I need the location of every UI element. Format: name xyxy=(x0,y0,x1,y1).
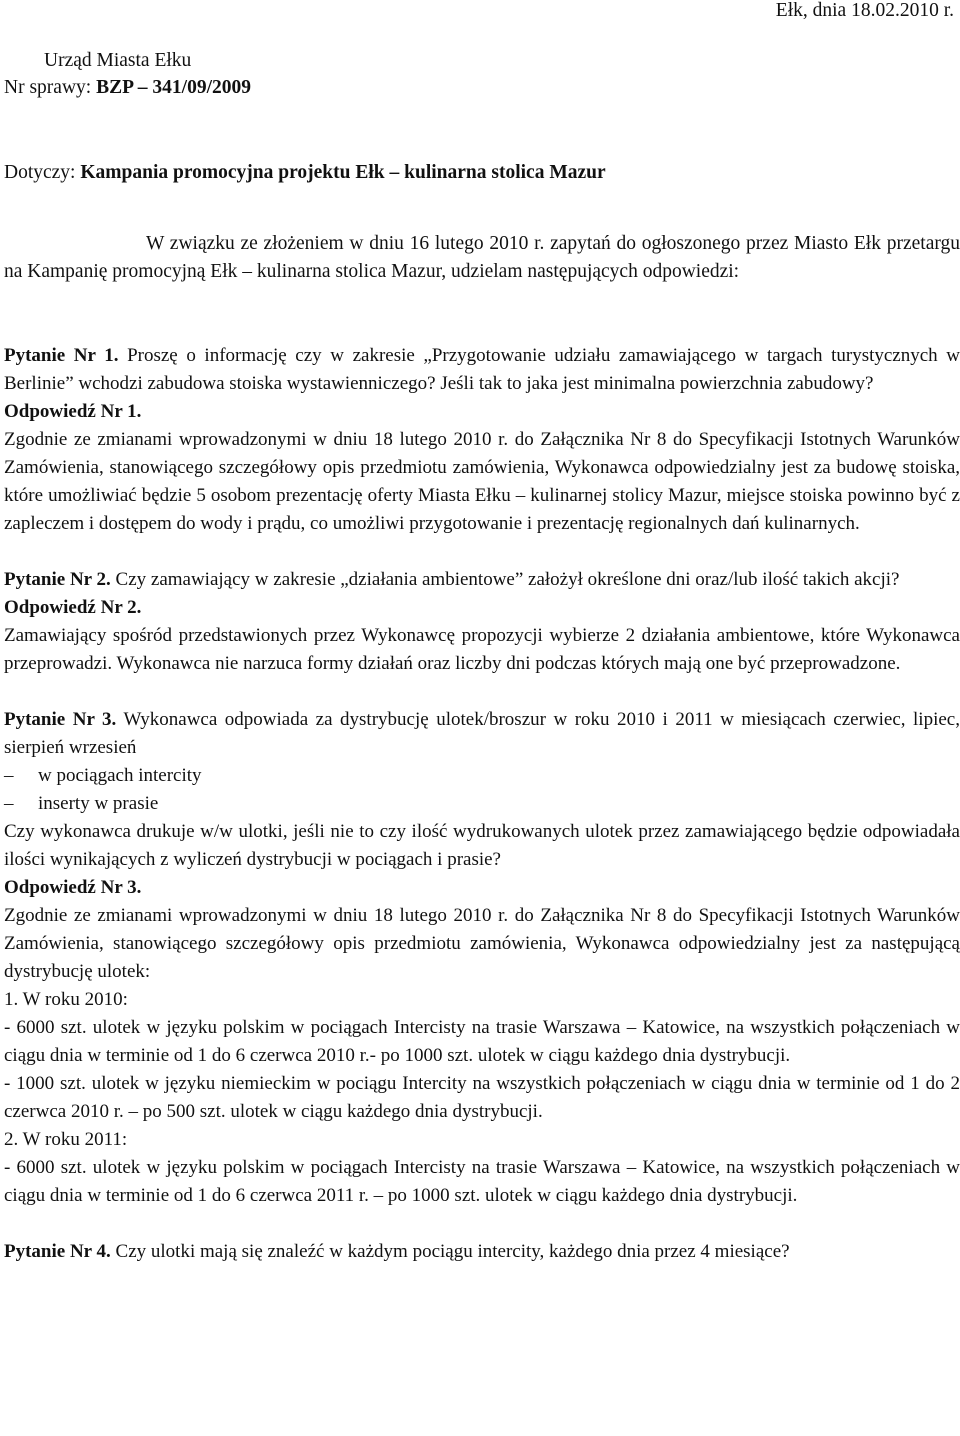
answer-3-intro: Zgodnie ze zmianami wprowadzonymi w dniu 18 lutego 2010 r. do Załącznika Nr 8 do Specyfikacji Istotnych Warunków Zamówienia, stanowiącego szczegółowy opis przedmiotu zamówienia, Wykonawca odpowiedzialny jest za następującą dystrybucję ulotek: xyxy=(4,905,960,982)
answer-1-text: Zgodnie ze zmianami wprowadzonymi w dniu 18 lutego 2010 r. do Załącznika Nr 8 do Specyfikacji Istotnych Warunków Zamówienia, stanowiącego szczegółowy opis przedmiotu zamówienia, Wykonawca odpowiedzialny jest za budowę stoiska, które umożliwiać będzie 5 osobom prezentację oferty Miasta Ełku – kulinarnej stolicy Mazur, miejsce stoiska powinno być z zapleczem i dostępem do wody i prądu, co umożliwi przygotowanie i prezentację regionalnych dań kulinarnych. xyxy=(4,429,960,534)
answer-2-text: Zamawiający spośród przedstawionych przez Wykonawcę propozycji wybierze 2 działania ambientowe, które Wykonawca przeprowadzi. Wykonawca nie narzuca formy działań oraz liczby dni podczas których mają one być przeprowadzone. xyxy=(4,625,960,674)
intro-text: W związku ze złożeniem w dniu 16 lutego 2010 r. zapytań do ogłoszonego przez Miasto Ełk przetargu na Kampanię promocyjną Ełk – kulinarna stolica Mazur, udzielam następujących odpowiedzi: xyxy=(4,233,960,282)
question-1-label: Pytanie Nr 1. xyxy=(4,345,119,366)
answer-1-label: Odpowiedź Nr 1. xyxy=(4,401,142,422)
intro-paragraph xyxy=(4,230,960,286)
question-2 xyxy=(4,566,960,678)
case-number-value: BZP – 341/09/2009 xyxy=(96,77,252,98)
subject-title: Kampania promocyjna projektu Ełk – kulinarna stolica Mazur xyxy=(80,162,606,183)
question-3-label: Pytanie Nr 3. xyxy=(4,709,117,730)
answer-2-label: Odpowiedź Nr 2. xyxy=(4,597,142,618)
question-3-body: Wykonawca odpowiada za dystrybucję ulotek/broszur w roku 2010 i 2011 w miesiącach czerwiec, lipiec, sierpień wrzesień xyxy=(4,709,960,758)
question-3-item-1: – w pociągach intercity xyxy=(4,762,960,790)
office-name: Urząd Miasta Ełku xyxy=(44,50,192,71)
question-3-text xyxy=(4,706,960,762)
question-4-body: Czy ulotki mają się znaleźć w każdym pociągu intercity, każdego dnia przez 4 miesiące? xyxy=(110,1241,790,1262)
question-4-label: Pytanie Nr 4. xyxy=(4,1241,111,1262)
subject-line xyxy=(4,162,606,184)
answer-3-2011-polish: - 6000 szt. ulotek w języku polskim w pociągach Intercisty na trasie Warszawa – Katowice, na wszystkich połączeniach w ciągu dnia w terminie od 1 do 6 czerwca 2011 r. – po 1000 szt. ulotek w ciągu każdego dnia dystrybucji. xyxy=(4,1157,960,1206)
question-4-text xyxy=(4,1238,960,1266)
answer-3-year-2010: 1. W roku 2010: xyxy=(4,989,128,1010)
document-date: Ełk, dnia 18.02.2010 r. xyxy=(775,0,954,21)
question-2-label: Pytanie Nr 2. xyxy=(4,569,111,590)
question-1-text xyxy=(4,342,960,398)
question-3-text-2: Czy wykonawca drukuje w/w ulotki, jeśli nie to czy ilość wydrukowanych ulotek przez zamawiającego będzie odpowiadała ilości wynikających z wyliczeń dystrybucji w pociągach i prasie? xyxy=(4,821,960,870)
answer-3-2010-polish: - 6000 szt. ulotek w języku polskim w pociągach Intercisty na trasie Warszawa – Katowice, na wszystkich połączeniach w ciągu dnia w terminie od 1 do 6 czerwca 2010 r.- po 1000 szt. ulotek w ciągu każdego dnia dystrybucji. xyxy=(4,1017,960,1066)
questions-section xyxy=(4,342,960,1294)
question-3-item-2: – inserty w prasie xyxy=(4,790,960,818)
question-3 xyxy=(4,706,960,1210)
question-4 xyxy=(4,1238,960,1266)
case-prefix: Nr sprawy: xyxy=(4,77,97,98)
question-1 xyxy=(4,342,960,538)
question-2-text xyxy=(4,566,960,594)
answer-3-2010-german: - 1000 szt. ulotek w języku niemieckim w pociągu Intercity na wszystkich połączeniach w ciągu dnia w terminie od 1 do 2 czerwca 2010 r. – po 500 szt. ulotek w ciągu każdego dnia dystrybucji. xyxy=(4,1073,960,1122)
question-1-body: Proszę o informację czy w zakresie „Przygotowanie udziału zamawiającego w targach turystycznych w Berlinie” wchodzi zabudowa stoiska wystawienniczego? Jeśli tak to jaka jest minimalna powierzchnia zabudowy? xyxy=(4,345,960,394)
case-number xyxy=(4,77,251,99)
answer-3-label: Odpowiedź Nr 3. xyxy=(4,877,142,898)
answer-3-year-2011: 2. W roku 2011: xyxy=(4,1129,128,1150)
subject-prefix: Dotyczy: xyxy=(4,162,81,183)
question-2-body: Czy zamawiający w zakresie „działania ambientowe” założył określone dni oraz/lub ilość takich akcji? xyxy=(110,569,900,590)
